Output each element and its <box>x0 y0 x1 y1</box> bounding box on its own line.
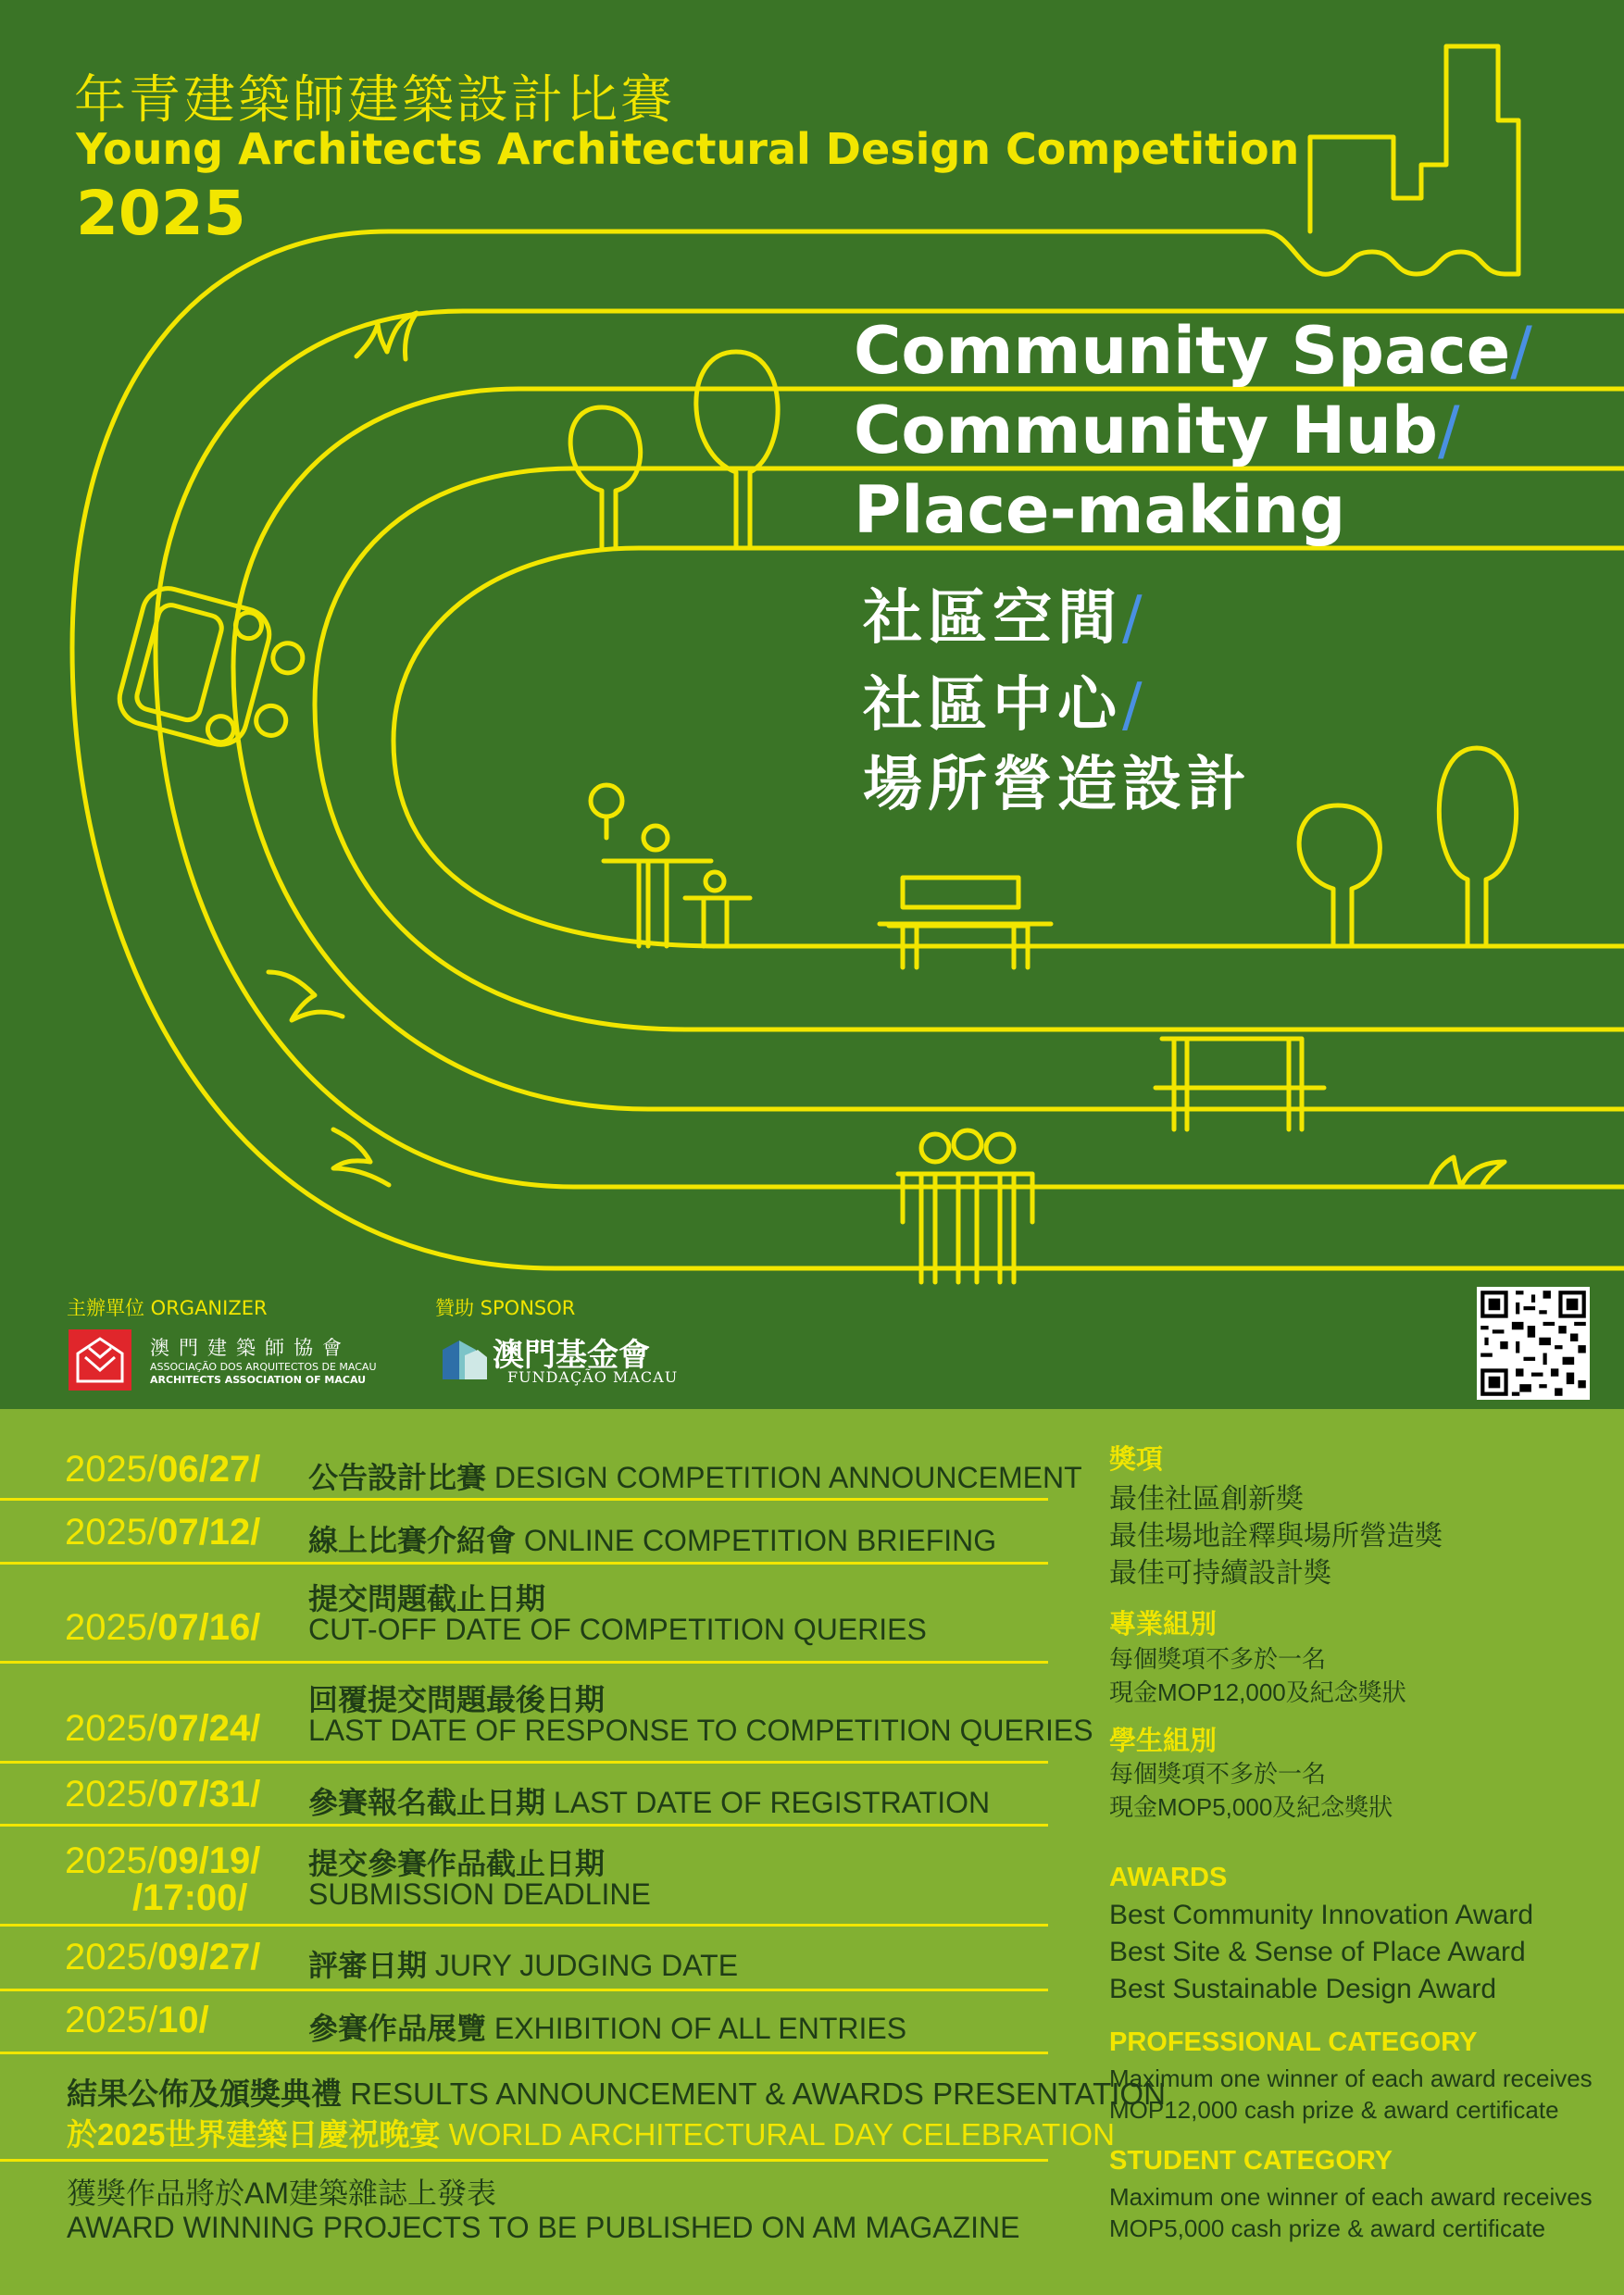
theme-en-2: Community Hub/ <box>854 393 1460 468</box>
organizer-name-pt: ASSOCIAÇÃO DOS ARQUITECTOS DE MACAU <box>150 1361 377 1373</box>
organizer-name-en: ARCHITECTS ASSOCIATION OF MACAU <box>150 1374 367 1386</box>
schedule-date-5: 2025/07/31/ <box>65 1774 261 1815</box>
bench-2 <box>1156 1039 1324 1129</box>
divider <box>0 1498 1048 1501</box>
schedule-event-2: 線上比賽介紹會 ONLINE COMPETITION BRIEFING <box>308 1524 997 1557</box>
table-1 <box>604 861 711 946</box>
awards-zh-item-3: 最佳可持續設計獎 <box>1109 1558 1331 1589</box>
schedule-event-6-zh: 提交參賽作品截止日期 <box>308 1847 606 1880</box>
results-line-2: 於2025世界建築日慶祝晚宴 WORLD ARCHITECTURAL DAY CELEBRATION <box>67 2117 1115 2152</box>
awards-en-pro-line-2: MOP12,000 cash prize & award certificate <box>1109 2096 1559 2124</box>
schedule-date-1: 2025/06/27/ <box>65 1449 261 1490</box>
schedule-date-8: 2025/10/ <box>65 2000 209 2040</box>
schedule-event-8: 參賽作品展覽 EXHIBITION OF ALL ENTRIES <box>308 2012 907 2045</box>
awards-zh-stu-line-2: 現金MOP5,000及紀念獎狀 <box>1109 1793 1393 1821</box>
schedule-date-4: 2025/07/24/ <box>65 1708 261 1749</box>
theme-zh-1: 社區空間/ <box>863 584 1148 653</box>
theme-zh-3: 場所營造設計 <box>863 751 1252 819</box>
divider <box>0 1761 1048 1764</box>
divider <box>0 1824 1048 1827</box>
schedule-event-1: 公告設計比賽 DESIGN COMPETITION ANNOUNCEMENT <box>308 1461 1082 1494</box>
awards-en-stu-line-2: MOP5,000 cash prize & award certificate <box>1109 2214 1546 2242</box>
theme-en-3: Place-making <box>854 472 1346 548</box>
schedule-date-2: 2025/07/12/ <box>65 1512 261 1553</box>
schedule-event-5: 參賽報名截止日期 LAST DATE OF REGISTRATION <box>308 1786 991 1819</box>
organizer-label: 主辦單位 ORGANIZER <box>67 1297 268 1319</box>
sponsor-label: 贊助 SPONSOR <box>435 1297 576 1319</box>
lamp-circle <box>591 785 622 817</box>
person-group-body <box>898 1174 1032 1282</box>
schedule-event-7: 評審日期 JURY JUDGING DATE <box>308 1949 739 1982</box>
sponsor-name-zh: 澳門基金會 <box>493 1337 650 1374</box>
schedule-event-6-en: SUBMISSION DEADLINE <box>308 1877 651 1911</box>
divider <box>0 2052 1048 2054</box>
awards-zh-pro-line-1: 每個獎項不多於一名 <box>1109 1645 1327 1673</box>
awards-zh-stu-line-1: 每個獎項不多於一名 <box>1109 1760 1327 1788</box>
divider <box>0 2159 1048 2162</box>
awards-en-heading: AWARDS <box>1109 1863 1228 1892</box>
awards-zh-stu-heading: 學生組別 <box>1109 1727 1218 1756</box>
schedule-date-7: 2025/09/27/ <box>65 1937 261 1977</box>
schedule-event-3-zh: 提交問題截止日期 <box>308 1582 546 1615</box>
grass-tuft-4 <box>1430 1157 1505 1187</box>
divider <box>0 1661 1048 1664</box>
person-group-head-3 <box>986 1134 1014 1162</box>
awards-en-item-3: Best Sustainable Design Award <box>1109 1974 1497 2004</box>
tree-right-1 <box>1299 805 1380 946</box>
awards-en-stu-heading: STUDENT CATEGORY <box>1109 2146 1393 2176</box>
qr-code[interactable] <box>1477 1287 1590 1400</box>
tree-left <box>570 407 641 548</box>
divider <box>0 1989 1048 1991</box>
schedule-date-3: 2025/07/16/ <box>65 1607 261 1648</box>
awards-zh-item-2: 最佳場地詮釋與場所營造獎 <box>1109 1521 1443 1552</box>
schedule-event-4-en: LAST DATE OF RESPONSE TO COMPETITION QUERIES <box>308 1714 1093 1747</box>
schedule-event-4-zh: 回覆提交問題最後日期 <box>308 1683 606 1716</box>
theme-en-1: Community Space/ <box>854 313 1532 389</box>
awards-en-stu-line-1: Maximum one winner of each award receives <box>1109 2183 1593 2211</box>
sponsor-logo-icon <box>441 1337 489 1383</box>
building-outline <box>1310 46 1518 274</box>
bottom-section <box>0 1409 1624 2295</box>
car-icon <box>114 582 312 760</box>
table-2 <box>685 898 750 946</box>
title-en: Young Architects Architectural Design Competition <box>76 124 1300 174</box>
awards-en-item-2: Best Site & Sense of Place Award <box>1109 1937 1526 1967</box>
person-head-1 <box>643 826 668 850</box>
schedule-event-3-en: CUT-OFF DATE OF COMPETITION QUERIES <box>308 1613 927 1646</box>
grass-tuft-3 <box>333 1129 389 1185</box>
publish-en: AWARD WINNING PROJECTS TO BE PUBLISHED ON AM MAGAZINE <box>67 2211 1020 2244</box>
title-zh: 年青建築師建築設計比賽 <box>74 70 675 131</box>
awards-zh-item-1: 最佳社區創新獎 <box>1109 1484 1304 1515</box>
schedule-time-6: /17:00/ <box>132 1877 248 1918</box>
divider <box>0 1924 1048 1927</box>
bench-1 <box>880 878 1051 967</box>
divider <box>0 1562 1048 1565</box>
theme-zh-2: 社區中心/ <box>863 671 1148 740</box>
tree-right-2 <box>1439 748 1516 946</box>
schedule-date-6: 2025/09/19/ <box>65 1840 261 1881</box>
person-head-2 <box>706 872 724 891</box>
awards-zh-pro-line-2: 現金MOP12,000及紀念獎狀 <box>1109 1678 1406 1706</box>
tree-right <box>696 352 778 548</box>
organizer-name-zh: 澳門建築師協會 <box>150 1337 351 1359</box>
sponsor-name-pt: FUNDAÇÃO MACAU <box>507 1368 679 1386</box>
awards-en-item-1: Best Community Innovation Award <box>1109 1900 1534 1930</box>
awards-en-pro-heading: PROFESSIONAL CATEGORY <box>1109 2027 1478 2057</box>
awards-zh-heading: 獎項 <box>1109 1445 1164 1475</box>
grass-tuft-2 <box>269 972 343 1020</box>
person-group-head-2 <box>954 1130 981 1158</box>
organizer-logo-icon <box>69 1329 131 1391</box>
river-wave <box>1264 231 1518 274</box>
results-line-1: 結果公佈及頒獎典禮 RESULTS ANNOUNCEMENT & AWARDS PRESENTATION <box>67 2077 1166 2111</box>
person-group-head-1 <box>921 1134 949 1162</box>
title-year: 2025 <box>76 178 246 249</box>
awards-en-pro-line-1: Maximum one winner of each award receives <box>1109 2064 1593 2092</box>
qr-code-icon <box>1477 1287 1590 1400</box>
awards-zh-pro-heading: 專業組別 <box>1109 1610 1218 1640</box>
publish-zh: 獲獎作品將於AM建築雜誌上發表 <box>67 2177 497 2210</box>
